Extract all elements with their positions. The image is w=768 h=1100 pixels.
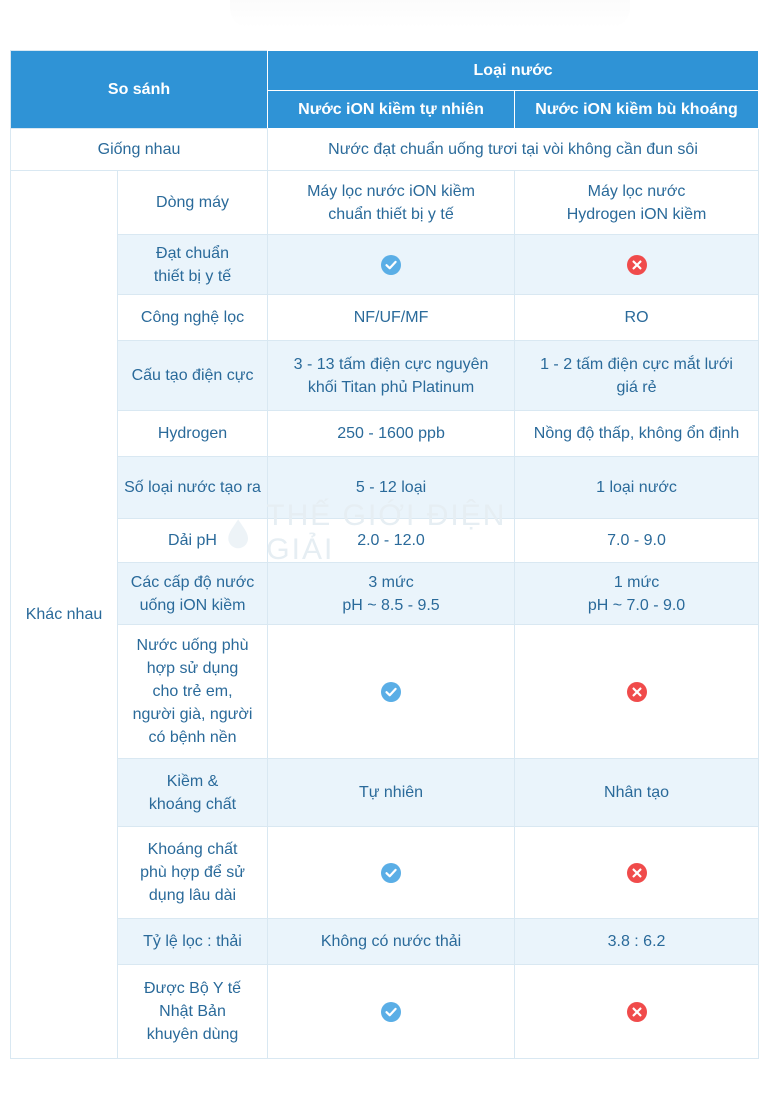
compare-header: So sánh — [11, 51, 268, 129]
check-circle-icon — [381, 682, 401, 702]
column-header-natural: Nước iON kiềm tự nhiên — [268, 91, 515, 129]
cell-mineral-icon — [515, 827, 759, 919]
table-row — [11, 919, 759, 965]
row-label: Tỷ lệ lọc : thải — [118, 919, 268, 965]
row-label: Dải pH — [118, 519, 268, 563]
cell-mineral: Nồng độ thấp, không ổn định — [515, 411, 759, 457]
table-row — [11, 457, 759, 519]
table-row — [11, 625, 759, 759]
table-row — [11, 563, 759, 625]
cell-natural-icon — [268, 965, 515, 1059]
cell-natural: 5 - 12 loại — [268, 457, 515, 519]
cell-mineral: 1 loại nước — [515, 457, 759, 519]
cell-mineral: 7.0 - 9.0 — [515, 519, 759, 563]
row-label: Công nghệ lọc — [118, 295, 268, 341]
table-row — [11, 965, 759, 1059]
cell-natural-icon — [268, 235, 515, 295]
table-row — [11, 235, 759, 295]
cell-natural: 3 - 13 tấm điện cực nguyên khối Titan phủ Platinum — [268, 341, 515, 411]
water-type-header: Loại nước — [268, 51, 759, 91]
check-circle-icon — [381, 1002, 401, 1022]
cell-mineral: Nhân tạo — [515, 759, 759, 827]
row-label: Dòng máy — [118, 171, 268, 235]
comparison-table — [10, 50, 759, 1059]
cell-natural: Máy lọc nước iON kiềm chuẩn thiết bị y tế — [268, 171, 515, 235]
cell-mineral: RO — [515, 295, 759, 341]
table-row — [11, 341, 759, 411]
row-label: Khoáng chất phù hợp để sử dụng lâu dài — [118, 827, 268, 919]
cell-mineral: 1 - 2 tấm điện cực mắt lưới giá rẻ — [515, 341, 759, 411]
cell-natural: Không có nước thải — [268, 919, 515, 965]
table-row — [11, 411, 759, 457]
row-label: Kiềm & khoáng chất — [118, 759, 268, 827]
cell-natural-icon — [268, 625, 515, 759]
differences-label: Khác nhau — [11, 171, 118, 1059]
table-row — [11, 759, 759, 827]
watermark-text: THẾ GIỚI ĐIỆN GIẢI — [266, 499, 507, 566]
similar-label: Giống nhau — [11, 129, 268, 171]
table-row — [11, 519, 759, 563]
top-banner-fade — [230, 0, 630, 28]
row-label: Hydrogen — [118, 411, 268, 457]
cell-natural: Tự nhiên — [268, 759, 515, 827]
cell-natural: NF/UF/MF — [268, 295, 515, 341]
table-row — [11, 171, 759, 235]
cell-mineral: Máy lọc nước Hydrogen iON kiềm — [515, 171, 759, 235]
cell-mineral-icon — [515, 965, 759, 1059]
row-label: Đạt chuẩn thiết bị y tế — [118, 235, 268, 295]
cell-mineral: 3.8 : 6.2 — [515, 919, 759, 965]
column-header-mineral: Nước iON kiềm bù khoáng — [515, 91, 759, 129]
similar-value: Nước đạt chuẩn uống tươi tại vòi không cần đun sôi — [268, 129, 759, 171]
table-row — [11, 827, 759, 919]
x-circle-icon — [627, 863, 647, 883]
cell-mineral-icon — [515, 235, 759, 295]
row-label: Nước uống phù hợp sử dụng cho trẻ em, người già, người có bệnh nền — [118, 625, 268, 759]
cell-mineral-icon — [515, 625, 759, 759]
cell-natural: 2.0 - 12.0 — [268, 519, 515, 563]
row-label: Số loại nước tạo ra — [118, 457, 268, 519]
row-label: Các cấp độ nước uống iON kiềm — [118, 563, 268, 625]
cell-mineral: 1 mức pH ~ 7.0 - 9.0 — [515, 563, 759, 625]
x-circle-icon — [627, 682, 647, 702]
x-circle-icon — [627, 1002, 647, 1022]
x-circle-icon — [627, 255, 647, 275]
check-circle-icon — [381, 255, 401, 275]
cell-natural: 3 mức pH ~ 8.5 - 9.5 — [268, 563, 515, 625]
row-label: Được Bộ Y tế Nhật Bản khuyên dùng — [118, 965, 268, 1059]
cell-natural: 250 - 1600 ppb — [268, 411, 515, 457]
row-label: Cấu tạo điện cực — [118, 341, 268, 411]
table-row — [11, 295, 759, 341]
cell-natural-icon — [268, 827, 515, 919]
check-circle-icon — [381, 863, 401, 883]
